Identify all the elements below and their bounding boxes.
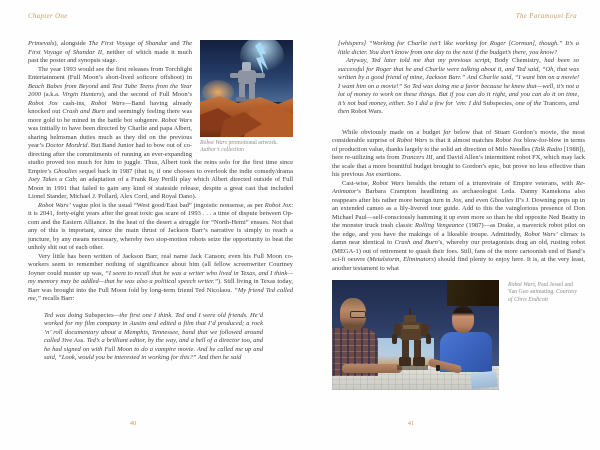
- robot-wars-poster-image: [200, 40, 293, 137]
- poster-figure: [200, 40, 293, 155]
- poster-caption: Robot Wars promotional artwork. Author’s collection: [200, 140, 278, 154]
- block-quote: [44, 312, 263, 363]
- blue-paper: [470, 371, 498, 390]
- body-paragraph: The year 1993 would see the first releases from Torchlight Entertainment (Full Moon’s short-lived softcore offshoot) in Beach Babes from Beyond and Test Tube Teens from the Year 2000 (a.k.a. Virgin Hunters), and the second of Full Moon’s Robot Jox cash-ins, Robot Wars—Band having already knocked out Crash and Burn and seemingly feeling there was more gold to be mined in the battle bot subgenre. Robot Wars was initially to have been directed by Charlie and papa Albert, sharing helmsman duties much as they did on the previous year’s Doctor Mordrid. But Band Junior had to bow out of co-directing after the commitments of running an ever-expanding studio proved too much for him to juggle. Thus, Albert took the reins solo for the first time since Empire’s Ghoulies sequel back in 1987 (that is, if one chooses to overlook the indie comedy/drama Joey Takes a Cab; an adaptation of a Frank Ray Perilli play which Albert directed outside of Full Moon in 1991 that failed to gain any kind of stateside release, despite a great cast that included Lionel Stander, Michael J. Pollard, Alex Cord, and Royal Dano).: [28, 65, 293, 200]
- quote-paragraph: Ted was doing Subspecies—the first one I think. Ted and I were old friends. He’d worked for my film company in Austin and edited a film that I’d produced; a rock ’n’ roll documentary about a Memphis, Tennessee, band that we followed around called Jive Ass. Ted’s a brilliant editor, by the way, and a hell of a director too, and he had signed on with Full Moon to do a vampire movie. And he called me up and said, “Look, would you be interested in working for this?” And then he said: [44, 311, 263, 361]
- page-right: [332, 40, 585, 416]
- quote-paragraph: [whispers] “Working for Charlie isn’t like working for Roger [Corman], though.” It’s a little dicier. You don’t know from one day to the next if the budget’s there, you know?: [338, 40, 579, 56]
- robot-puppet: [390, 308, 434, 372]
- block-quote-continued: [338, 40, 579, 117]
- body-paragraph: Primevals), alongside The First Voyage of Shandar and The First Voyage of Shandar II, neither of which made it much past the poster and synopsis stage.: [28, 40, 193, 64]
- photo-caption: Robot Wars, Paul Jessel and Yan Guo animating. Courtesy of Chris Endicott: [508, 282, 577, 303]
- body-paragraph: Very little has been written of Jackson Barr, real name Jack Canson; even his Full Moon co-workers seem to remember nothing of significance about him (all fellow screenwriter Courtney Joyner could muster up was, “I seem to recall that he was a writer who lived in Texas, and I think—my memory may be addled—that he was also a political speech writer.”). Still living in Texas today, Barr was brought into the Full Moon fold by long-term friend Ted Nicolaou. “My friend Ted called me,” recalls Barr:: [28, 252, 293, 302]
- wristwatch: [436, 365, 440, 371]
- animator-right-head: [452, 306, 474, 333]
- body-paragraph: Robot Wars’ vague plot is the usual “West good/East bad” jingoistic nonsense, as per Robot Jox: it is 2041, forty-eight years after the great toxic gas scare of 1993 . . . a time of dispute between Op-com and the Eastern Alliance. In the heat of the desert a struggle for “North-Hemi” ensues. Not that any of this is important, since the main thrust of Jackson Barr’s narrative is simply to reach a juncture, by any means necessary, whereby two stop-motion robots seize the opportunity to beat the unholy shit out of each other.: [28, 201, 293, 251]
- page-left: [28, 40, 293, 416]
- running-head-right: The Paramount Era: [515, 13, 577, 20]
- animator-left-glasses: [350, 311, 366, 318]
- animators-photo: [332, 280, 499, 390]
- body-paragraph: Cast-wise, Robot Wars heralds the return of a triumvirate of Empire veterans, with Re-Animator’s Barbara Crampton headlining as archaeologist Leda. Danny Kamekona also reappears after his rather more benign turn in Jox, and even Ghoulies II’s J. Downing pops up in an extended cameo as a lily-livered tour guide. Add to this the vainglorious presence of Don Michael Paul—self-consciously hamming it up even more so than he did opposite Ned Beatty in the monster truck trash classic Rolling Vengeance (1987)—as Drake, a maverick robot pilot on the edge, and you have the makings of a likeable troupe. Admittedly, Robot Wars’ climax is damn near identical to Crash and Burn’s, whereby our protagonists drag an old, rusting robot (MEGA-1) out of retirement to quash their foes. Still, fans of the more cartoonish end of Band’s sci-fi oeuvre (Metalstorm, Eliminators) should find plenty to enjoy here. It is, at the very least, another testament to what: [332, 179, 585, 272]
- page-number-left: 40: [129, 420, 137, 427]
- body-paragraph: While obviously made on a budget far below that of Stuart Gordon’s movie, the most considerable surprise of Robot Wars is that it almost matches Robot Jox blow-for-blow in terms of production value, thanks largely to the solid art direction of Milo Needles (Talk Radio [1988]), here re-utilizing sets from Trancers III, and David Allen’s intermittent robot FX, which may lack the scale that a more bountiful budget brought to Gordon’s epic, but prove no less effective than his previous Jox exertions.: [332, 128, 585, 178]
- quote-paragraph: Anyway, Ted later told me that my previous script, Body Chemistry, had been so successful for Roger that he and Charlie were talking about it, and Ted said, “Oh, that was written by a good friend of mine, Jackson Barr.” And Charlie said, “I want him on a movie! I want him on a movie!” So Ted was doing me a favor because he knew that—well, it’s not a lot of money to work on these things. But if you can do it right, and you can do it on time, it’s not bad money, either. So I did a few for ’em: I did Subspecies, one of the Trancers, and then Robot Wars.: [338, 57, 580, 115]
- poster-artwork-graphic: [200, 40, 293, 137]
- photo-figure: [332, 280, 585, 390]
- photo-dark-corner: [447, 280, 499, 306]
- running-head-left: Chapter One: [28, 13, 68, 20]
- page-number-right: 41: [407, 420, 415, 427]
